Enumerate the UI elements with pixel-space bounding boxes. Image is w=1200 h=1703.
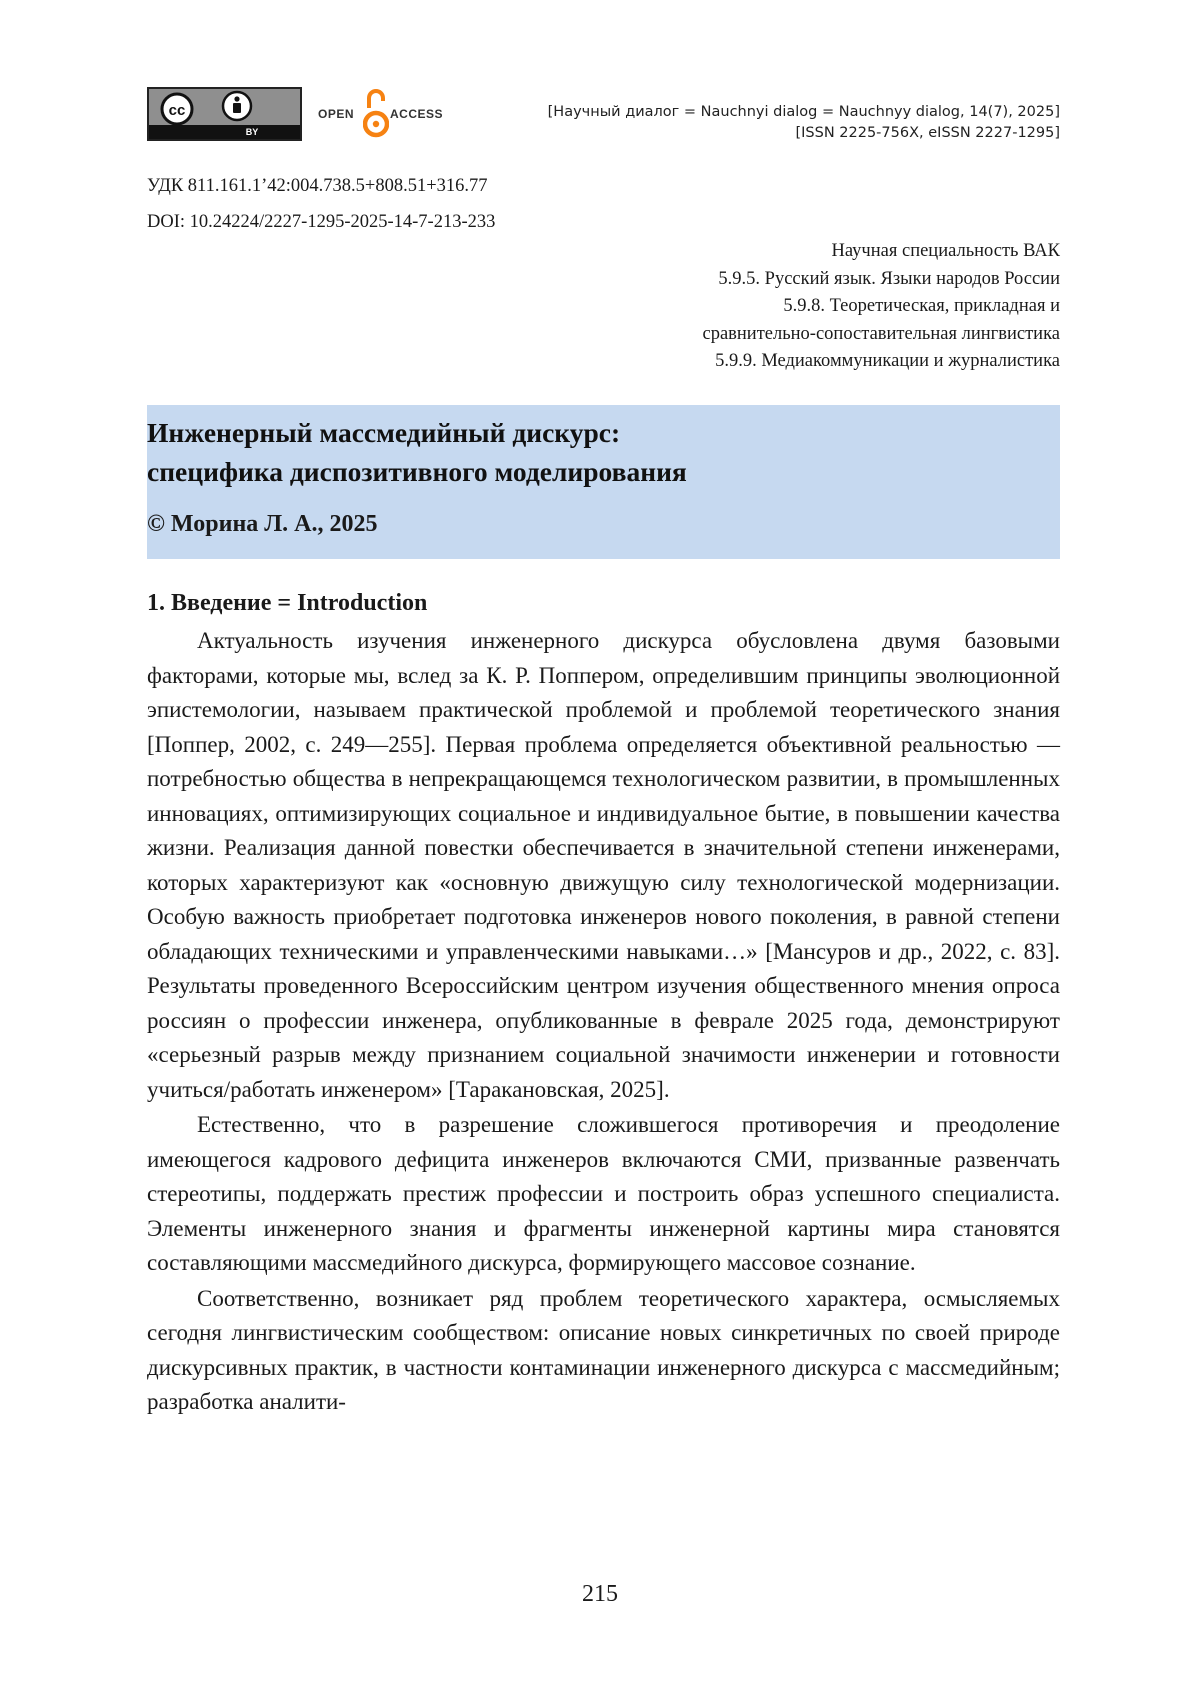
open-access-open-label: OPEN: [318, 107, 355, 121]
paragraph: Соответственно, возникает ряд проблем теоретического характера, осмысляемых сегодня лингвистическим сообществом: описание новых синкретичных по своей природе дискурсивных практик, в частности контаминации инженерного дискурса с массмедийным; разработка аналити-: [147, 1285, 1060, 1414]
open-access-logo: [318, 86, 458, 142]
article-title-line-2: специфика диспозитивного моделирования: [147, 456, 687, 487]
author-copyright: © Морина Л. А., 2025: [147, 511, 378, 537]
specialty-line: Научная специальность ВАК: [831, 241, 1060, 261]
doi-link[interactable]: DOI: 10.24224/2227-1295-2025-14-7-213-233: [147, 212, 496, 232]
open-lock-icon: [363, 86, 389, 142]
title-block: [147, 405, 1060, 559]
cc-icon: [149, 89, 300, 125]
journal-citation: [Научный диалог = Nauchnyi dialog = Nauchnyy dialog, 14(7), 2025]: [547, 104, 1060, 120]
open-access-access-label: ACCESS: [390, 107, 444, 121]
specialty-line: 5.9.9. Медиакоммуникации и журналистика: [715, 351, 1060, 371]
cc-by-license-badge: [147, 87, 302, 141]
article-title-line-1: Инженерный массмедийный дискурс:: [147, 417, 621, 448]
page-number: 215: [582, 1581, 618, 1607]
specialty-line: 5.9.5. Русский язык. Языки народов России: [718, 268, 1060, 289]
specialty-block: [702, 238, 1060, 376]
udk-code: УДК 811.161.1’42:004.738.5+808.51+316.77: [147, 176, 488, 196]
specialty-line: сравнительно-сопоставительная лингвистика: [702, 323, 1060, 344]
paragraph: Естественно, что в разрешение сложившегося противоречия и преодоление имеющегося кадрового дефицита инженеров включаются СМИ, призванные развенчать стереотипы, поддержать престиж профессии и построить образ успешного специалиста. Элементы инженерного знания и фрагменты инженерной картины мира становятся составляющими массмедийного дискурса, формирующего массовое сознание.: [147, 1112, 1060, 1275]
section-heading: 1. Введение = Introduction: [147, 590, 428, 616]
specialty-line: 5.9.8. Теоретическая, прикладная и: [783, 296, 1060, 316]
body-text: [147, 624, 1060, 1421]
by-label: BY: [245, 127, 259, 137]
journal-issn: [ISSN 2225-756X, eISSN 2227-1295]: [795, 125, 1060, 141]
svg-text:cc: cc: [168, 102, 186, 119]
paragraph: Актуальность изучения инженерного дискурса обусловлена двумя базовыми факторами, которые мы, вслед за К. Р. Поппером, определившим принципы эволюционной эпистемологии, называем практической проблемой и проблемой теоретического знания [Поппер, 2002, с. 249—255]. Первая проблема определяется объективной реальностью — потребностью общества в непрекращающемся технологическом развитии, в промышленных инновациях, оптимизирующих социальное и индивидуальное бытие, в повышении качества жизни. Реализация данной повестки обеспечивается в значительной степени инженерами, которых характеризуют как «основную движущую силу технологической модернизации. Особую важность приобретает подготовка инженеров нового поколения, в равной степени обладающих техническими и управленческими навыками…» [Мансуров и др., 2022, с. 83]. Результаты проведенного Всероссийским центром изучения общественного мнения опроса россиян о профессии инженера, опубликованные в феврале 2025 года, демонстрируют «серьезный разрыв между признанием социальной значимости инженерии и готовности учиться/работать инженером» [Таракановская, 2025].: [147, 628, 1060, 1102]
